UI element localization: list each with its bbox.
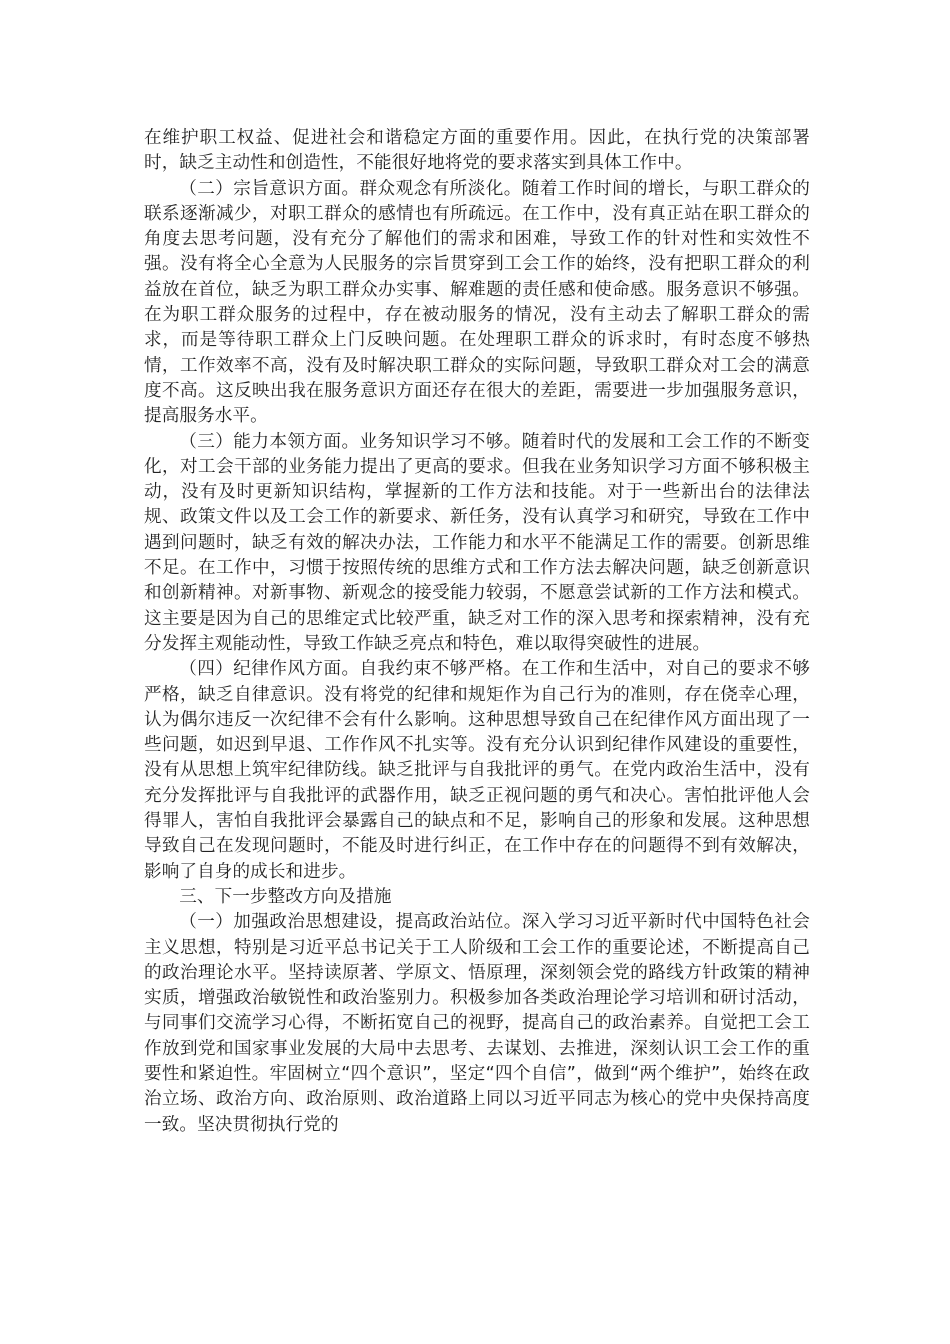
paragraph-discipline-style: （四）纪律作风方面。自我约束不够严格。在工作和生活中，对自己的要求不够严格，缺乏自律意识。没有将党的纪律和规矩作为自己行为的准则，存在侥幸心理，认为偶尔违反一次纪律不会有什么影响。这种思想导致自己在纪律作风方面出现了一些问题，如迟到早退、工作作风不扎实等。没有充分认识到纪律作风建设的重要性，没有从思想上筑牢纪律防线。缺乏批评与自我批评的勇气。在党内政治生活中，没有充分发挥批评与自我批评的武器作用，缺乏正视问题的勇气和决心。害怕批评他人会得罪人，害怕自我批评会暴露自己的缺点和不足，影响自己的形象和发展。这种思想导致自己在发现问题时，不能及时进行纠正，在工作中存在的问题得不到有效解决，影响了自身的成长和进步。	[144, 659, 810, 882]
paragraph-continuation: 在维护职工权益、促进社会和谐稳定方面的重要作用。因此，在执行党的决策部署时，缺乏主动性和创造性，不能很好地将党的要求落实到具体工作中。	[144, 128, 810, 174]
paragraph-purpose-awareness: （二）宗旨意识方面。群众观念有所淡化。随着工作时间的增长，与职工群众的联系逐渐减少，对职工群众的感情也有所疏远。在工作中，没有真正站在职工群众的角度去思考问题，没有充分了解他们的需求和困难，导致工作的针对性和实效性不强。没有将全心全意为人民服务的宗旨贯穿到工会工作的始终，没有把职工群众的利益放在首位，缺乏为职工群众办实事、解难题的责任感和使命感。服务意识不够强。在为职工群众服务的过程中，存在被动服务的情况，没有主动去了解职工群众的需求，而是等待职工群众上门反映问题。在处理职工群众的诉求时，有时态度不够热情，工作效率不高，没有及时解决职工群众的实际问题，导致职工群众对工会的满意度不高。这反映出我在服务意识方面还存在很大的差距，需要进一步加强服务意识，提高服务水平。	[144, 178, 810, 427]
paragraph-political-building: （一）加强政治思想建设，提高政治站位。深入学习习近平新时代中国特色社会主义思想，特别是习近平总书记关于工人阶级和工会工作的重要论述，不断提高自己的政治理论水平。坚持读原著、学原文、悟原理，深刻领会党的路线方针政策的精神实质，增强政治敏锐性和政治鉴别力。积极参加各类政治理论学习培训和研讨活动，与同事们交流学习心得，不断拓宽自己的视野，提高自己的政治素养。自觉把工会工作放到党和国家事业发展的大局中去思考、去谋划、去推进，深刻认识工会工作的重要性和紧迫性。牢固树立“四个意识”，坚定“四个自信”，做到“两个维护”，始终在政治立场、政治方向、政治原则、政治道路上同以习近平同志为核心的党中央保持高度一致。坚决贯彻执行党的	[144, 912, 810, 1135]
document-body	[144, 126, 810, 1138]
paragraph-ability-skills: （三）能力本领方面。业务知识学习不够。随着时代的发展和工会工作的不断变化，对工会干部的业务能力提出了更高的要求。但我在业务知识学习方面不够积极主动，没有及时更新知识结构，掌握新的工作方法和技能。对于一些新出台的法律法规、政策文件以及工会工作的新要求、新任务，没有认真学习和研究，导致在工作中遇到问题时，缺乏有效的解决办法，工作能力和水平不能满足工作的需要。创新思维不足。在工作中，习惯于按照传统的思维方式和工作方法去解决问题，缺乏创新意识和创新精神。对新事物、新观念的接受能力较弱，不愿意尝试新的工作方法和模式。这主要是因为自己的思维定式比较严重，缺乏对工作的深入思考和探索精神，没有充分发挥主观能动性，导致工作缺乏亮点和特色，难以取得突破性的进展。	[144, 431, 810, 654]
section-heading-rectification: 三、下一步整改方向及措施	[179, 886, 392, 907]
